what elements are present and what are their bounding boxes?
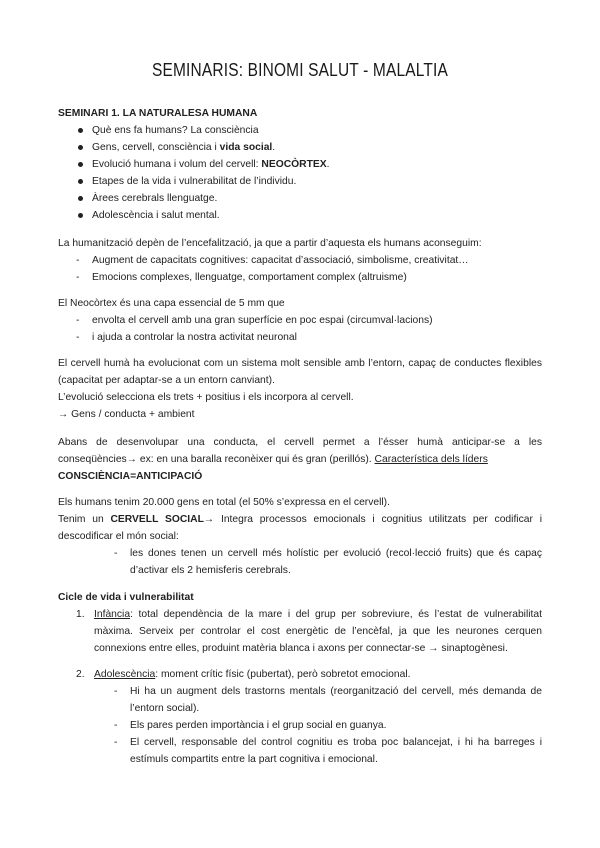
- dash-list: [58, 312, 542, 346]
- section-heading: Cicle de vida i vulnerabilitat: [58, 592, 194, 603]
- item-text: : moment crític físic (pubertat), però sobretot emocional.: [155, 669, 411, 680]
- paragraph: [58, 511, 542, 545]
- cervell-section: [58, 355, 542, 423]
- list-item: - Els pares perden importància i el grup social en guanya.: [58, 717, 542, 734]
- item-number: 2.: [76, 669, 85, 680]
- gens-section: [58, 494, 542, 579]
- list-item: - El cervell, responsable del control cognitiu es troba poc balancejat, i hi ha barreges i estímuls compartits entre la part cognitiva i emocional.: [58, 734, 542, 768]
- page-title: SEMINARIS: BINOMI SALUT - MALALTIA: [151, 60, 449, 80]
- bold-term: NEOCÒRTEX: [261, 159, 327, 170]
- paragraph: La humanització depèn de l’encefalització, ja que a partir d’aquesta els humans aconseguim:: [58, 238, 482, 249]
- list-item: [58, 207, 542, 224]
- list-item-text: .: [272, 142, 276, 153]
- neocortex-section: [58, 295, 542, 346]
- topic-list: [58, 122, 542, 224]
- list-item: - les dones tenen un cervell més holístic per evolució (recol·lecció fruits) que és capaç d’activar els 2 hemisferis cerebrals.: [58, 545, 542, 579]
- bold-term: vida social: [219, 142, 273, 153]
- humanitzacio-section: [58, 235, 542, 286]
- anticipacio-section: [58, 434, 542, 485]
- item-label: Infància: [94, 609, 131, 620]
- dash-list: [58, 683, 542, 768]
- list-item-text: Gens, cervell, consciència i: [92, 142, 220, 153]
- seminari-1-section: [58, 105, 542, 224]
- list-item: [58, 173, 542, 190]
- list-item: [58, 156, 542, 173]
- underlined-note: Característica dels líders: [374, 454, 488, 465]
- list-item: [58, 190, 542, 207]
- bold-term: CERVELL SOCIAL: [110, 514, 204, 525]
- list-item-text: Adolescència i salut mental.: [92, 210, 220, 221]
- list-item: - i ajuda a controlar la nostra activitat neuronal: [58, 329, 542, 346]
- formula: CONSCIÈNCIA=ANTICIPACIÓ: [58, 471, 203, 482]
- list-item-text: .: [326, 159, 330, 170]
- list-item-text: Etapes de la vida i vulnerabilitat de l’individu.: [92, 176, 297, 187]
- paragraph-text: → Integra processos emocionals i cognitius utilitzats per codificar i descodificar el món social:: [58, 514, 542, 542]
- list-item: [58, 139, 542, 156]
- paragraph: Els humans tenim 20.000 gens en total (el 50% s’expressa en el cervell).: [58, 497, 390, 508]
- list-item: [58, 122, 542, 139]
- list-item: - Hi ha un augment dels trastorns mentals (reorganització del cervell, més demanda de l’entorn social).: [58, 683, 542, 717]
- list-item: - Augment de capacitats cognitives: capacitat d’associació, simbolisme, creativitat…: [58, 252, 542, 269]
- list-item-text: Evolució humana i volum del cervell:: [92, 159, 262, 170]
- paragraph-text: Abans de desenvolupar una conducta, el cervell permet a l’ésser humà anticipar-se a les conseqüències→ ex: en una baralla reconèixer qui és gran (perillós).: [58, 437, 542, 465]
- dash-list: [58, 545, 542, 579]
- list-item: - envolta el cervell amb una gran superfície en poc espai (circumval·lacions): [58, 312, 542, 329]
- cicle-section: [58, 589, 542, 768]
- list-item-text: Què ens fa humans? La consciència: [92, 125, 259, 136]
- list-item-text: Àrees cerebrals llenguatge.: [92, 193, 218, 204]
- dash-list: [58, 252, 542, 286]
- item-text: : total dependència de la mare i del grup per sobreviure, és l’estat de vulnerabilitat màxima. Serveix per controlar el cost energètic de l’encèfal, ja que les neurones cerquen connexions entre elles, produint matèria blanca i axons per connectar-se → sinaptogènesi.: [94, 609, 542, 654]
- section-heading: SEMINARI 1. LA NATURALESA HUMANA: [58, 108, 258, 119]
- paragraph-text: Tenim un: [58, 514, 111, 525]
- numbered-item: [58, 666, 542, 683]
- paragraph: → Gens / conducta + ambient: [58, 409, 195, 420]
- item-number: 1.: [76, 609, 85, 620]
- item-label: Adolescència: [94, 669, 156, 680]
- paragraph: El Neocòrtex és una capa essencial de 5 mm que: [58, 298, 285, 309]
- list-item: - Emocions complexes, llenguatge, comportament complex (altruisme): [58, 269, 542, 286]
- paragraph: El cervell humà ha evolucionat com un sistema molt sensible amb l’entorn, capaç de conductes flexibles (capacitat per adaptar-se a un entorn canviant).: [58, 358, 542, 386]
- paragraph: L’evolució selecciona els trets + positius i els incorpora al cervell.: [58, 392, 354, 403]
- paragraph: [58, 434, 542, 468]
- numbered-item: [58, 606, 542, 657]
